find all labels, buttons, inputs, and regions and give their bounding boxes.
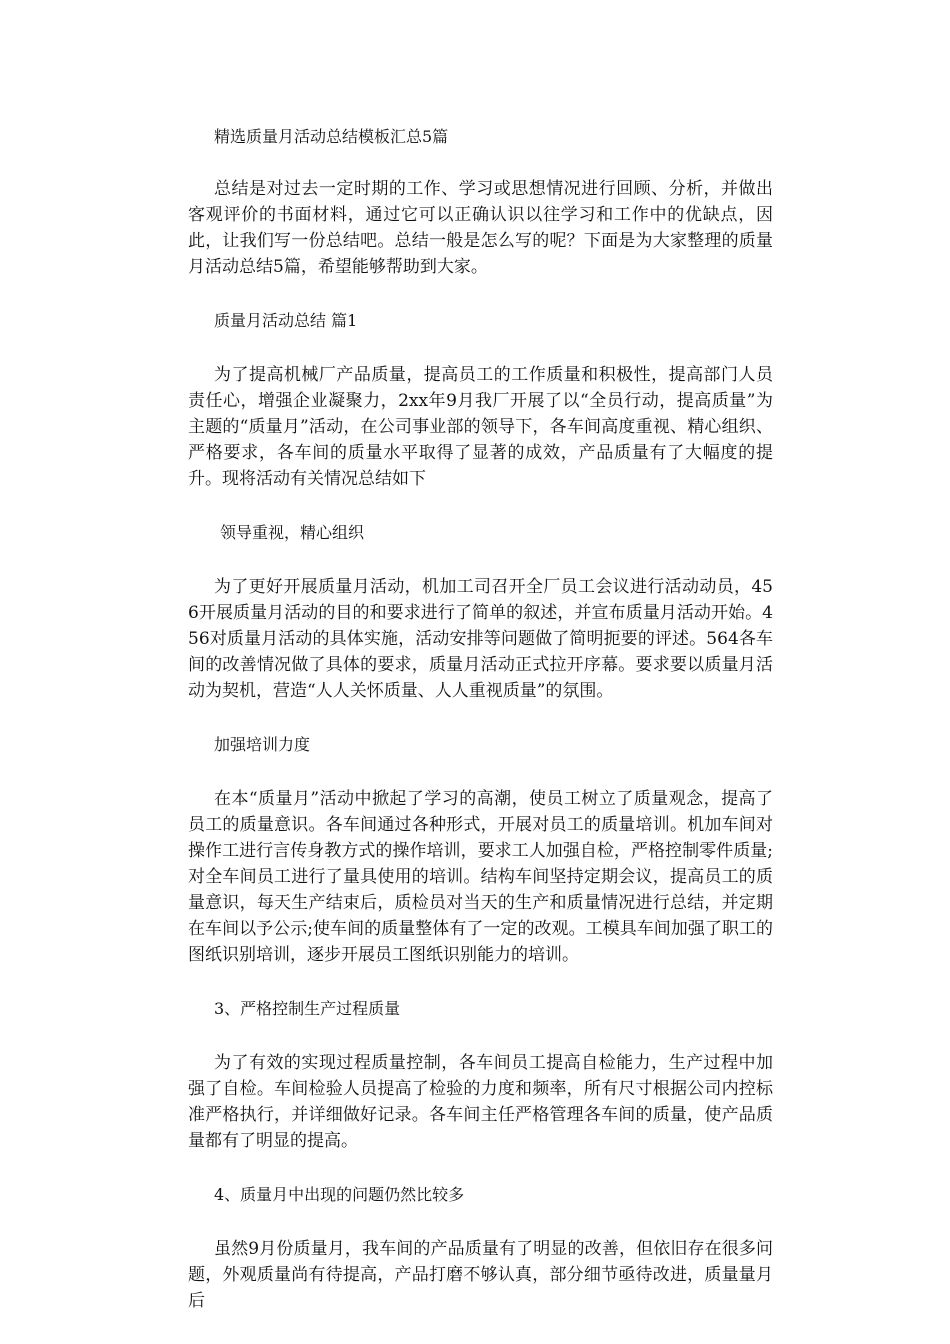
intro-paragraph: 总结是对过去一定时期的工作、学习或思想情况进行回顾、分析，并做出客观评价的书面材料，通过它可以正确认识以往学习和工作中的优缺点，因此，让我们写一份总结吧。总结一般是怎么写的呢？下面是为大家整理的质量月活动总结5篇，希望能够帮助到大家。	[188, 179, 773, 277]
subheading-2: 加强培训力度	[214, 735, 311, 754]
body-paragraph-2: 为了更好开展质量月活动，机加工司召开全厂员工会议进行活动动员，456开展质量月活动的目的和要求进行了简单的叙述，并宣布质量月活动开始。456对质量月活动的具体实施，活动安排等问题做了简明扼要的评述。564各车间的改善情况做了具体的要求，质量月活动正式拉开序幕。要求要以质量月活动为契机，营造“人人关怀质量、人人重视质量”的氛围。	[188, 577, 773, 701]
body-paragraph-4: 为了有效的实现过程质量控制，各车间员工提高自检能力，生产过程中加强了自检。车间检验人员提高了检验的力度和频率，所有尺寸根据公司内控标准严格执行，并详细做好记录。各车间主任严格管理各车间的质量，使产品质量都有了明显的提高。	[188, 1053, 773, 1151]
document-title: 精选质量月活动总结模板汇总5篇	[214, 127, 449, 146]
subheading-4: 4、质量月中出现的问题仍然比较多	[214, 1185, 465, 1204]
subheading-3: 3、严格控制生产过程质量	[214, 999, 401, 1018]
subheading-1: 领导重视，精心组织	[220, 523, 365, 542]
body-paragraph-3: 在本“质量月”活动中掀起了学习的高潮，使员工树立了质量观念，提高了员工的质量意识。各车间通过各种形式，开展对员工的质量培训。机加车间对操作工进行言传身教方式的操作培训，要求工人加强自检，严格控制零件质量;对全车间员工进行了量具使用的培训。结构车间坚持定期会议，提高员工的质量意识，每天生产结束后，质检员对当天的生产和质量情况进行总结，并定期在车间以予公示;使车间的质量整体有了一定的改观。工模具车间加强了职工的图纸识别培训，逐步开展员工图纸识别能力的培训。	[188, 789, 773, 965]
body-paragraph-5: 虽然9月份质量月，我车间的产品质量有了明显的改善，但依旧存在很多问题，外观质量尚有待提高，产品打磨不够认真，部分细节亟待改进，质量量月后	[188, 1239, 773, 1311]
body-paragraph-1: 为了提高机械厂产品质量，提高员工的工作质量和积极性，提高部门人员责任心，增强企业凝聚力，2xx年9月我厂开展了以“全员行动，提高质量”为主题的“质量月”活动，在公司事业部的领导下，各车间高度重视、精心组织、严格要求，各车间的质量水平取得了显著的成效，产品质量有了大幅度的提升。现将活动有关情况总结如下	[188, 365, 773, 489]
section-title: 质量月活动总结 篇1	[214, 311, 358, 330]
document-body	[188, 124, 773, 1314]
